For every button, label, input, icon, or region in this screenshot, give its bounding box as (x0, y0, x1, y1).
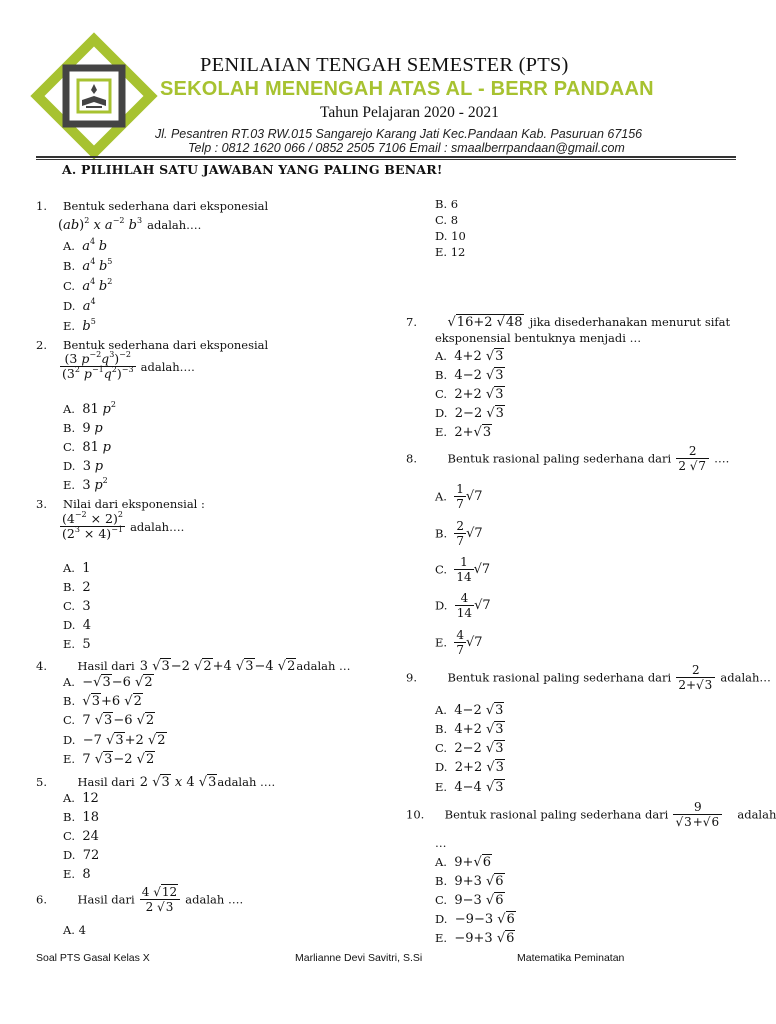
q9-option-d[interactable]: D. 2+2 √3 (435, 760, 504, 775)
q4-option-a[interactable]: A. −√3−6 √2 (63, 675, 153, 690)
school-address: Jl. Pesantren RT.03 RW.015 Sangarejo Karang Jati Kec.Pandaan Kab. Pasuruan 67156 (155, 127, 643, 141)
q9-option-b[interactable]: B. 4+2 √3 (435, 722, 504, 737)
q9-suffix: adalah… (720, 670, 771, 685)
q6-option-b[interactable]: B. 6 (435, 197, 459, 211)
q9-text: Bentuk rasional paling sederhana dari (447, 670, 672, 685)
q2-option-e[interactable]: E. 3 $p^2$ (63, 476, 108, 493)
q5-row: 5. Hasil dari 2 √3 x 4 √3adalah …. (36, 775, 276, 790)
q2-option-a[interactable]: A. 81 $p^2$ (63, 400, 116, 417)
q4-option-c[interactable]: C. 7 √3−6 √2 (63, 713, 155, 728)
q4-text: Hasil dari (77, 659, 135, 673)
q1-text: Bentuk sederhana dari eksponesial (63, 199, 269, 213)
q2-text: Bentuk sederhana dari eksponesial (63, 338, 269, 352)
q4-suffix: adalah … (296, 659, 351, 673)
q6-option-a[interactable]: A. 4 (63, 923, 86, 937)
q6-text: Hasil dari (77, 892, 135, 907)
q10-option-c[interactable]: C. 9−3 √6 (435, 893, 504, 908)
q10-option-d[interactable]: D. −9−3 √6 (435, 912, 515, 927)
q1-expression: (ab)$^2$ x $a^{-2}$ $b^3$ adalah…. (58, 216, 202, 233)
q9-option-a[interactable]: A. 4−2 √3 (435, 703, 504, 718)
q8-option-b[interactable]: B. $\frac{2}{7}$ √7 (435, 519, 483, 548)
header-divider (36, 156, 736, 158)
q10-option-e[interactable]: E. −9+3 √6 (435, 931, 515, 946)
q2-option-d[interactable]: D. 3 p (63, 459, 104, 474)
q2-option-c[interactable]: C. 81 p (63, 440, 111, 455)
q5-option-d[interactable]: D. 72 (63, 848, 100, 863)
q7-option-e[interactable]: E. 2+√3 (435, 425, 492, 440)
q1-option-b[interactable]: B. $a^4$ $b^5$ (63, 257, 113, 274)
q5-text: Hasil dari (77, 775, 135, 789)
school-logo (38, 40, 150, 152)
footer-left: Soal PTS Gasal Kelas X (36, 952, 150, 964)
q6-option-d[interactable]: D. 10 (435, 229, 466, 243)
q7-option-b[interactable]: B. 4−2 √3 (435, 368, 504, 383)
q6-row: 6. Hasil dari $\frac{4 √12}{2 √3}$ adalah …. (36, 885, 244, 914)
school-contact: Telp : 0812 1620 066 / 0852 2505 7106 Email : smaalberrpandaan@gmail.com (188, 141, 625, 155)
q10-option-b[interactable]: B. 9+3 √6 (435, 874, 504, 889)
q3-number: 3. (36, 497, 47, 511)
q8-option-c[interactable]: C. $\frac{1}{14}$ √7 (435, 555, 491, 584)
q4-option-b[interactable]: B. √3+6 √2 (63, 694, 142, 709)
footer-right: Matematika Peminatan (517, 952, 625, 964)
q6-option-c[interactable]: C. 8 (435, 213, 459, 227)
q7-option-a[interactable]: A. 4+2 √3 (435, 349, 504, 364)
q7-option-c[interactable]: C. 2+2 √3 (435, 387, 504, 402)
q3-option-e[interactable]: E. 5 (63, 637, 91, 652)
q3-option-b[interactable]: B. 2 (63, 580, 91, 595)
q5-option-a[interactable]: A. 12 (63, 791, 99, 806)
q7-row: 7. √16+2 √48 jika disederhanakan menurut sifat (406, 315, 731, 330)
q1-suffix: adalah…. (147, 218, 202, 232)
q10-text-line2: … (435, 836, 447, 850)
q7-text-line2: eksponensial bentuknya menjadi … (435, 331, 642, 345)
q4-row: 4. Hasil dari 3 √3−2 √2+4 √3−4 √2adalah … (36, 659, 351, 674)
q10-row: 10. Bentuk rasional paling sederhana dari $\frac{9}{√3+√6}$ adalah (406, 800, 776, 829)
q1-option-a[interactable]: A. $a^4$ b (63, 237, 108, 254)
footer-center: Marlianne Devi Savitri, S.Si (295, 952, 423, 964)
q6-suffix: adalah …. (185, 892, 244, 907)
q2-expression: $\frac{(3 p^{-2}q^3)^{-2}}{(3^2 p^{-1}q^2)^{-3}}$ adalah…. (62, 350, 195, 381)
q10-text: Bentuk rasional paling sederhana dari (444, 807, 669, 822)
q7-option-d[interactable]: D. 2−2 √3 (435, 406, 504, 421)
q5-option-b[interactable]: B. 18 (63, 810, 99, 825)
q3-suffix: adalah…. (130, 520, 185, 534)
q3-expression: $\frac{(4^{-2} \times 2)^2}{(2^3 \times 4)^{-1}}$ adalah…. (62, 510, 185, 541)
exam-title: PENILAIAN TENGAH SEMESTER (PTS) (200, 54, 569, 76)
q9-option-c[interactable]: C. 2−2 √3 (435, 741, 504, 756)
q8-row: 8. Bentuk rasional paling sederhana dari $\frac{2}{2 √7}$ …. (406, 444, 730, 473)
q3-option-a[interactable]: A. 1 (63, 561, 91, 576)
academic-year: Tahun Pelajaran 2020 - 2021 (320, 104, 499, 121)
school-name: SEKOLAH MENENGAH ATAS AL - BERR PANDAAN (160, 78, 654, 100)
q1-option-c[interactable]: C. $a^4$ $b^2$ (63, 277, 113, 294)
q5-option-e[interactable]: E. 8 (63, 867, 91, 882)
header-divider-thin (36, 159, 736, 160)
q8-option-a[interactable]: A. $\frac{1}{7}$ √7 (435, 482, 483, 511)
q9-row: 9. Bentuk rasional paling sederhana dari $\frac{2}{2+√3}$ adalah… (406, 663, 771, 692)
q6-option-e[interactable]: E. 12 (435, 245, 466, 259)
q8-text: Bentuk rasional paling sederhana dari (447, 451, 672, 466)
q7-suffix: jika disederhanakan menurut sifat (529, 315, 731, 329)
q5-option-c[interactable]: C. 24 (63, 829, 99, 844)
section-title: A. PILIHLAH SATU JAWABAN YANG PALING BENAR! (62, 162, 443, 177)
q9-option-e[interactable]: E. 4−4 √3 (435, 780, 504, 795)
q1-option-d[interactable]: D. $a^4$ (63, 297, 96, 314)
q10-suffix: adalah (737, 807, 776, 822)
q4-option-d[interactable]: D. −7 √3+2 √2 (63, 733, 166, 748)
q1-option-e[interactable]: E. $b^5$ (63, 317, 96, 334)
q2-suffix: adalah…. (140, 360, 195, 374)
q5-suffix: adalah …. (217, 775, 276, 789)
q2-number: 2. (36, 338, 47, 352)
q3-option-c[interactable]: C. 3 (63, 599, 91, 614)
q8-option-d[interactable]: D. $\frac{4}{14}$ √7 (435, 591, 491, 620)
q2-option-b[interactable]: B. 9 p (63, 421, 103, 436)
q8-suffix: …. (714, 451, 730, 466)
q10-option-a[interactable]: A. 9+√6 (435, 855, 492, 870)
q8-option-e[interactable]: E. $\frac{4}{7}$ √7 (435, 628, 483, 657)
q3-text: Nilai dari eksponensial : (63, 497, 205, 511)
q4-option-e[interactable]: E. 7 √3−2 √2 (63, 752, 155, 767)
q1-number: 1. (36, 199, 47, 213)
q3-option-d[interactable]: D. 4 (63, 618, 92, 633)
